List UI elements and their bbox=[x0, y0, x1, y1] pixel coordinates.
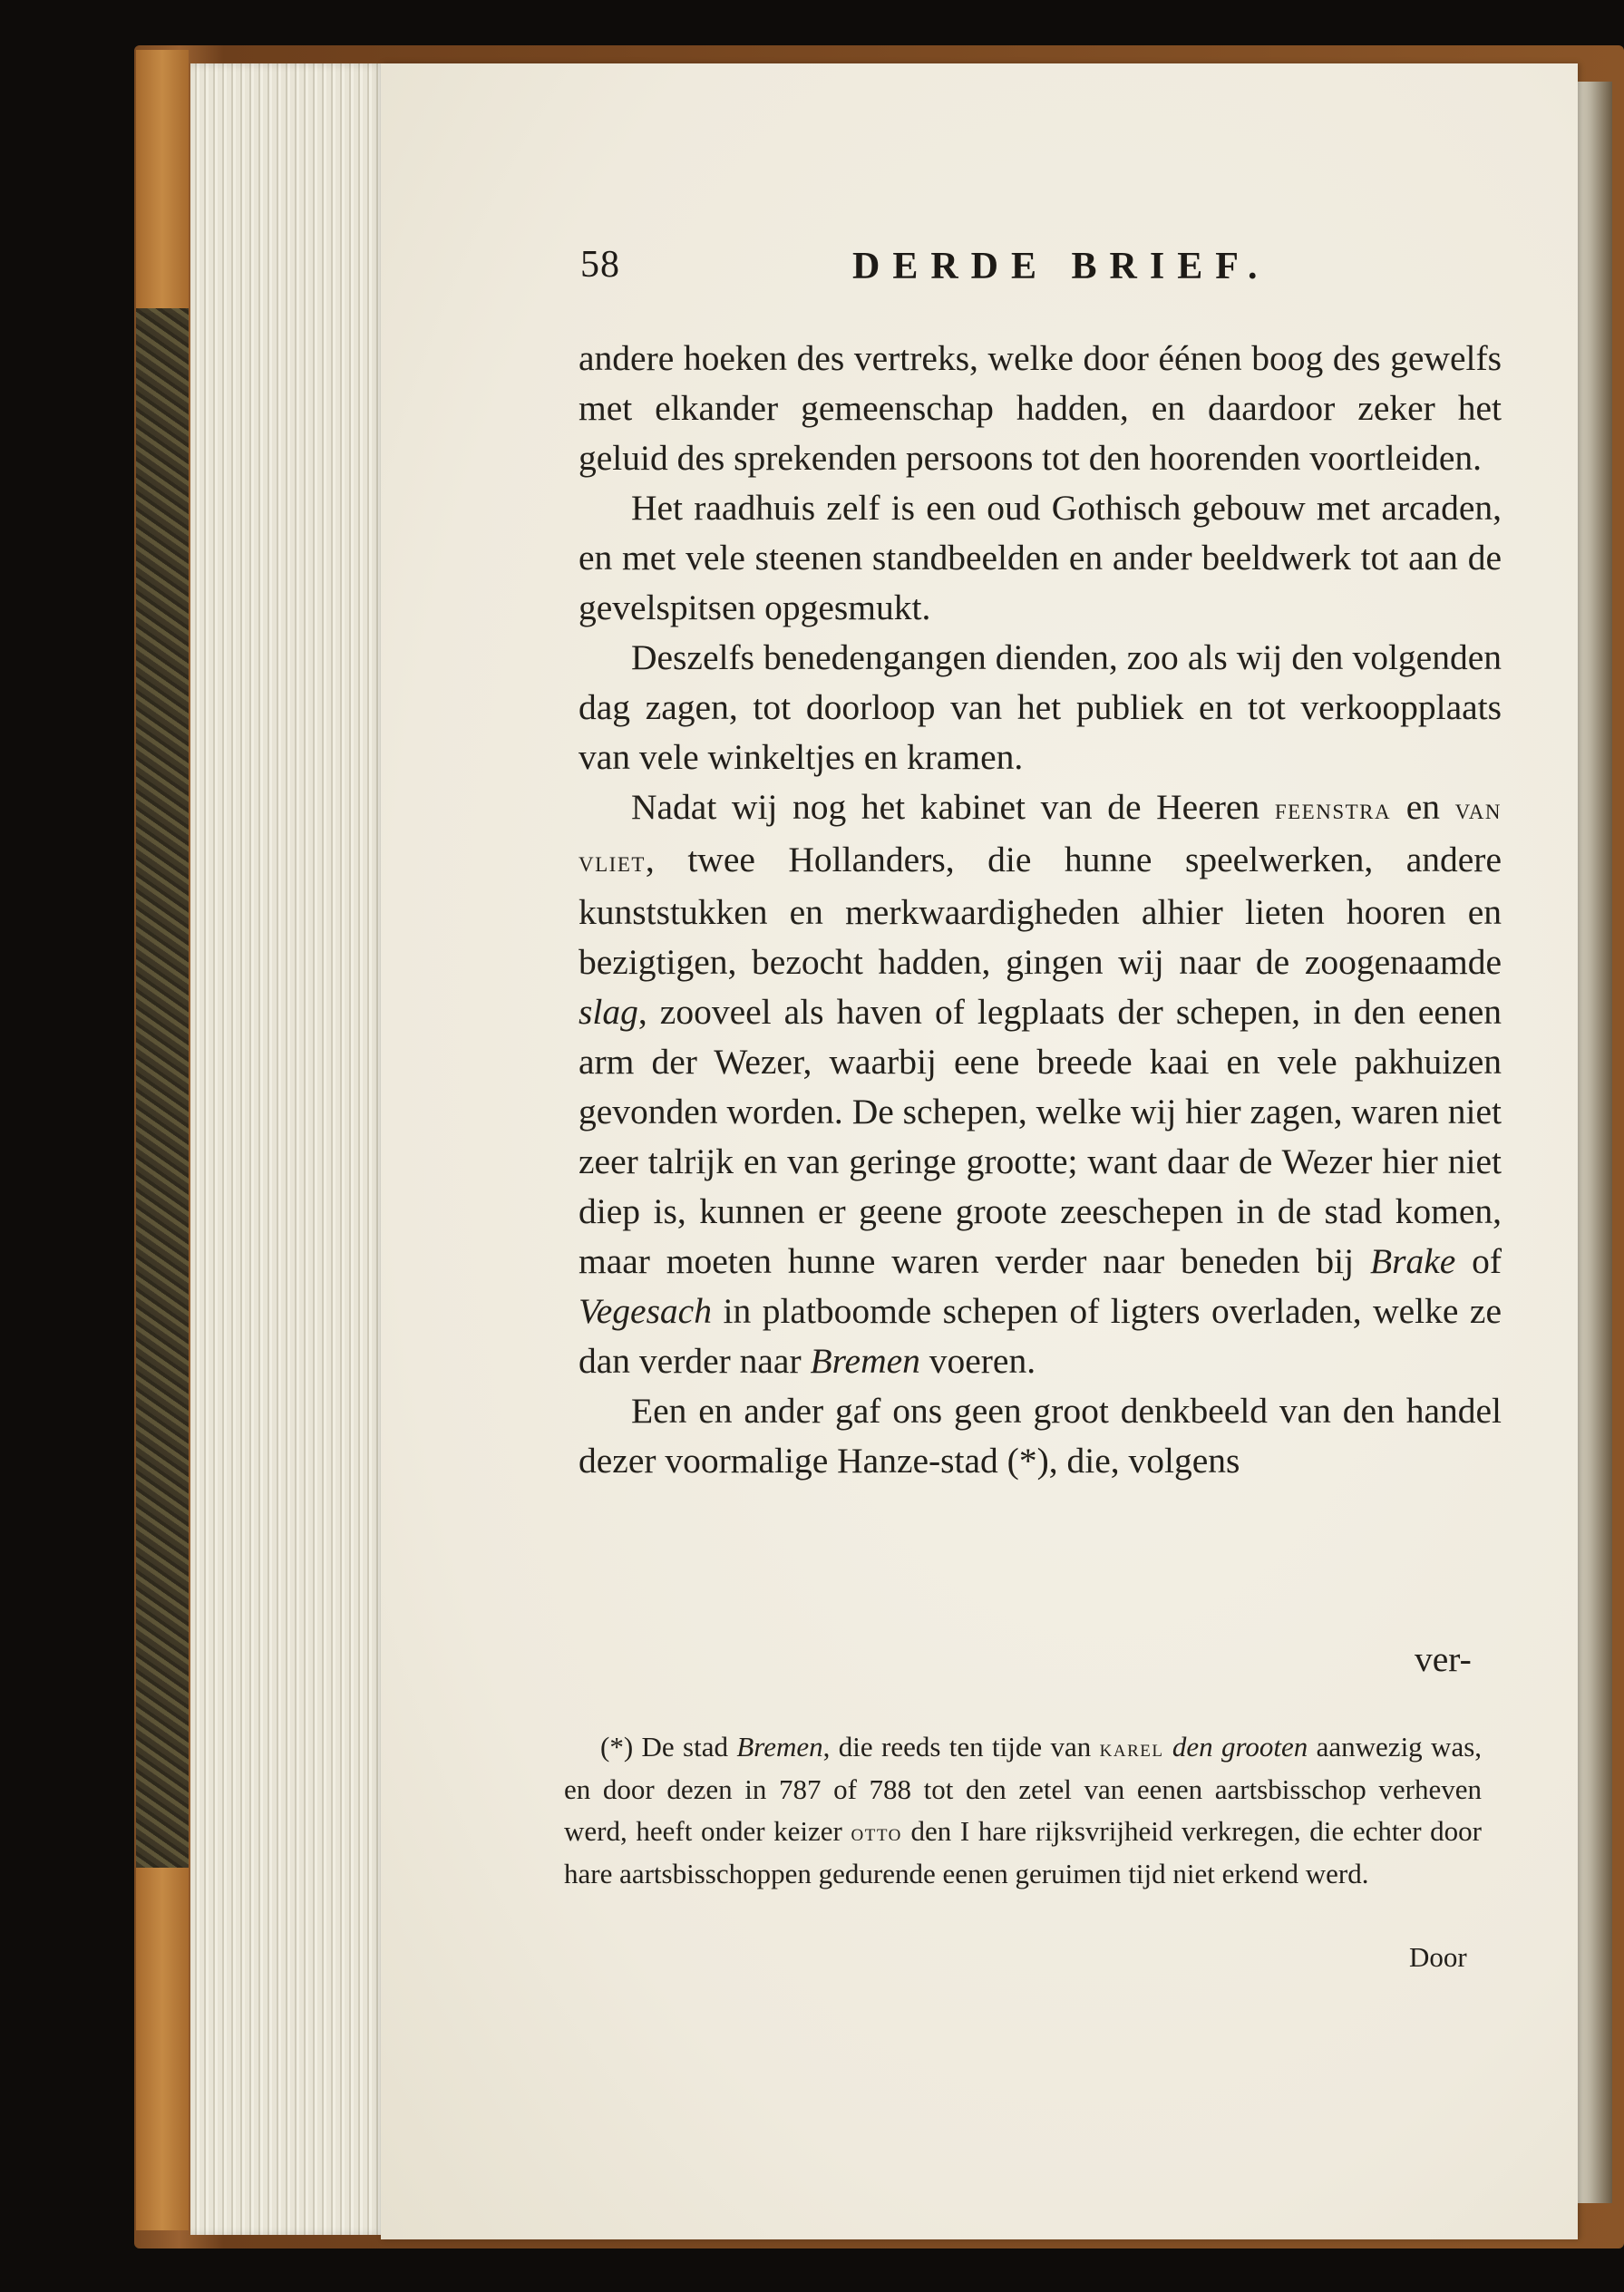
name-otto: otto bbox=[851, 1819, 902, 1846]
name-feenstra: feenstra bbox=[1274, 793, 1392, 826]
marbled-board bbox=[136, 308, 189, 1868]
footnote-mark: (*) bbox=[600, 1731, 634, 1763]
paragraph-5: Een en ander gaf ons geen groot denkbeeld van den handel dezer voormalige Hanze-stad (*), die, volgens bbox=[579, 1391, 1502, 1481]
text-run: voeren. bbox=[929, 1341, 1036, 1381]
text-run: , twee Hollanders, die hunne speelwerken, andere kunststukken en merkwaardigheden alhier lieten hooren en bezigtigen, bezocht hadden, gingen wij naar de zoogenaamde bbox=[579, 840, 1502, 982]
spine-leather-bottom bbox=[136, 1868, 189, 2230]
text-run: den I hare rijksvrijheid verkregen, die echter door hare aartsbisschoppen gedurende eenen geruimen tijd niet erkend werd. bbox=[564, 1815, 1482, 1889]
paragraph-1: andere hoeken des vertreks, welke door éénen boog des gewelfs met elkander gemeenschap hadden, en daardoor zeker het geluid des sprekenden persoons tot den hoorenden voortleiden. bbox=[579, 338, 1502, 478]
place-brake: Brake bbox=[1369, 1241, 1456, 1281]
footnote-bremen: Bremen bbox=[736, 1731, 823, 1763]
footnote-catchword: Door bbox=[1409, 1941, 1467, 1973]
text-run: Nadat wij nog het kabinet van de Heeren bbox=[631, 787, 1260, 827]
text-run: , die reeds ten tijde van bbox=[822, 1731, 1092, 1763]
spine-leather-top bbox=[136, 50, 189, 313]
page-stack bbox=[190, 63, 385, 2235]
text-run: aanwezig was, en door dezen in 787 of 788 tot den zetel van eenen aartsbisschop verheven werd, heeft onder keizer bbox=[564, 1731, 1483, 1847]
place-vegesach: Vegesach bbox=[579, 1291, 712, 1331]
den-grooten: den grooten bbox=[1172, 1731, 1308, 1763]
text-run: of bbox=[1472, 1241, 1502, 1281]
page-number: 58 bbox=[580, 244, 620, 286]
name-karel: karel bbox=[1099, 1734, 1164, 1762]
text-run: en bbox=[1405, 787, 1441, 827]
term-slag: slag bbox=[579, 992, 638, 1032]
running-title: DERDE BRIEF. bbox=[852, 246, 1270, 287]
place-bremen: Bremen bbox=[810, 1341, 920, 1381]
text-run: , zooveel als haven of legplaats der schepen, in den eenen arm der Wezer, waarbij eene breede kaai en vele pakhuizen gevonden worden. De schepen, welke wij hier zagen, waren niet zeer talrijk en van geringe grootte; want daar de Wezer hier niet diep is, kunnen er geene groote zeeschepen in de stad komen, maar moeten hunne waren verder naar beneden bij bbox=[579, 992, 1502, 1281]
paragraph-3: Deszelfs benedengangen dienden, zoo als wij den volgenden dag zagen, tot doorloop van het publiek en tot verkoopplaats van vele winkeltjes en kramen. bbox=[579, 637, 1502, 777]
catchword: ver- bbox=[1415, 1639, 1472, 1679]
paragraph-4 bbox=[579, 782, 1502, 1386]
text-run: De stad bbox=[641, 1731, 728, 1763]
body-text bbox=[579, 334, 1502, 1486]
paragraph-2: Het raadhuis zelf is een oud Gothisch gebouw met arcaden, en met vele steenen standbeelden en ander beeldwerk tot aan de gevelspitsen opgesmukt. bbox=[579, 488, 1502, 627]
name-van-vliet: van vliet bbox=[579, 793, 1502, 879]
facing-page-edge bbox=[1576, 82, 1612, 2203]
text-run: in platboomde schepen of ligters overladen, welke ze dan verder naar bbox=[579, 1291, 1502, 1381]
running-head bbox=[580, 243, 1496, 297]
footnote bbox=[564, 1726, 1482, 1895]
